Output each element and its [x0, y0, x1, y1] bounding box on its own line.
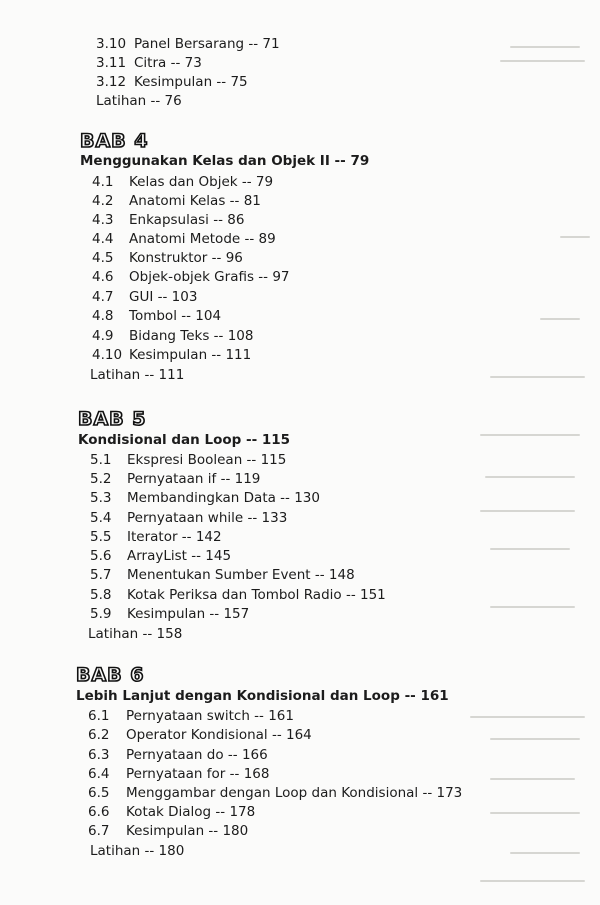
section-title: Pernyataan while [127, 510, 244, 526]
page-number: 142 [195, 529, 222, 545]
section-title: Pernyataan switch [126, 708, 250, 724]
section-title: Kelas dan Objek [129, 174, 238, 190]
bleed-through-texture [450, 0, 600, 905]
page-number: 133 [261, 510, 288, 526]
section-number: 4.7 [92, 289, 114, 305]
section-number: 4.5 [92, 250, 114, 266]
chapter-label: BAB 6 [76, 664, 145, 686]
section-title: Pernyataan do [126, 747, 224, 763]
toc-entry[interactable]: 3.12 Kesimpulan -- 75 [96, 74, 248, 90]
page-number: 75 [230, 74, 248, 90]
page-number: 86 [227, 212, 245, 228]
page-number: 178 [229, 804, 256, 820]
section-number: 5.8 [90, 587, 112, 603]
toc-entry[interactable]: 4.6 Objek-objek Grafis -- 97 [92, 269, 290, 285]
chapter-title[interactable]: Menggunakan Kelas dan Objek II -- 79 [80, 153, 370, 169]
toc-entry[interactable]: 4.2 Anatomi Kelas -- 81 [92, 193, 261, 209]
page-number: 104 [195, 308, 222, 324]
section-title: Iterator [127, 529, 178, 545]
page-number: 71 [262, 36, 280, 52]
toc-entry[interactable]: 3.11 Citra -- 73 [96, 55, 202, 71]
section-title: Citra [134, 55, 167, 71]
section-title: Menggambar dengan Loop dan Kondisional [126, 785, 419, 801]
toc-entry[interactable]: 4.5 Konstruktor -- 96 [92, 250, 243, 266]
page-number: 161 [268, 708, 294, 724]
toc-entry[interactable]: 5.2 Pernyataan if -- 119 [90, 471, 261, 487]
section-number: 5.4 [90, 510, 112, 526]
toc-entry[interactable]: 5.3 Membandingkan Data -- 130 [90, 490, 320, 506]
exercise-entry[interactable]: Latihan -- 158 [88, 626, 183, 642]
toc-entry[interactable]: 5.9 Kesimpulan -- 157 [90, 606, 250, 622]
section-number: 5.5 [90, 529, 112, 545]
section-title: ArrayList [127, 548, 187, 564]
page-number: 151 [359, 587, 386, 603]
page-number: 108 [227, 328, 254, 344]
page-number: 148 [328, 567, 355, 583]
page-number: 157 [223, 606, 250, 622]
section-title: Pernyataan for [126, 766, 226, 782]
toc-entry[interactable]: 4.10 Kesimpulan -- 111 [92, 347, 252, 363]
section-number: 4.6 [92, 269, 114, 285]
section-number: 5.6 [90, 548, 112, 564]
page-number: 103 [171, 289, 198, 305]
chapter-label: BAB 5 [78, 408, 147, 430]
chapter-title[interactable]: Kondisional dan Loop -- 115 [78, 432, 291, 448]
section-number: 4.3 [92, 212, 114, 228]
section-number: 6.3 [88, 747, 110, 763]
section-title: Objek-objek Grafis [129, 269, 255, 285]
section-number: 3.11 [96, 55, 127, 71]
section-number: 5.7 [90, 567, 112, 583]
page-number: 130 [294, 490, 320, 506]
section-title: Membandingkan Data [127, 490, 276, 506]
chapter-label: BAB 4 [80, 130, 149, 152]
section-number: 6.7 [88, 823, 110, 839]
section-number: 4.10 [92, 347, 123, 363]
section-title: Kesimpulan [134, 74, 213, 90]
section-number: 4.1 [92, 174, 114, 190]
section-number: 6.2 [88, 727, 110, 743]
toc-entry[interactable]: 6.5 Menggambar dengan Loop dan Kondisional -- 173 [88, 785, 463, 801]
section-number: 6.1 [88, 708, 110, 724]
page-number: 180 [222, 823, 249, 839]
section-number: 5.1 [90, 452, 112, 468]
toc-entry[interactable]: 5.6 ArrayList -- 145 [90, 548, 232, 564]
page-number: 96 [225, 250, 243, 266]
toc-entry[interactable]: 4.1 Kelas dan Objek -- 79 [92, 174, 274, 190]
page-number: 173 [436, 785, 463, 801]
section-title: Kotak Dialog [126, 804, 212, 820]
toc-entry[interactable]: 4.9 Bidang Teks -- 108 [92, 328, 254, 344]
page-number: 115 [260, 452, 287, 468]
toc-entry[interactable]: 4.4 Anatomi Metode -- 89 [92, 231, 276, 247]
section-number: 6.6 [88, 804, 110, 820]
page-number: 168 [243, 766, 270, 782]
toc-entry[interactable]: 6.4 Pernyataan for -- 168 [88, 766, 270, 782]
section-title: Menentukan Sumber Event [127, 567, 311, 583]
section-title: Kesimpulan [129, 347, 208, 363]
page-number: 81 [243, 193, 261, 209]
toc-entry[interactable]: 5.1 Ekspresi Boolean -- 115 [90, 452, 287, 468]
section-number: 5.9 [90, 606, 112, 622]
toc-entry[interactable]: 3.10 Panel Bersarang -- 71 [96, 36, 280, 52]
toc-entry[interactable]: 6.1 Pernyataan switch -- 161 [88, 708, 294, 724]
toc-entry[interactable]: 4.3 Enkapsulasi -- 86 [92, 212, 245, 228]
section-title: Pernyataan if [127, 471, 217, 487]
section-number: 4.4 [92, 231, 114, 247]
section-title: Bidang Teks [129, 328, 210, 344]
exercise-entry[interactable]: Latihan -- 76 [96, 93, 182, 109]
section-title: Anatomi Kelas [129, 193, 226, 209]
section-title: Enkapsulasi [129, 212, 209, 228]
section-number: 4.9 [92, 328, 114, 344]
toc-entry[interactable]: 6.6 Kotak Dialog -- 178 [88, 804, 256, 820]
toc-entry[interactable]: 5.5 Iterator -- 142 [90, 529, 222, 545]
section-title: Panel Bersarang [134, 36, 245, 52]
section-number: 5.3 [90, 490, 112, 506]
section-title: Operator Kondisional [126, 727, 268, 743]
toc-entry[interactable]: 6.2 Operator Kondisional -- 164 [88, 727, 312, 743]
section-title: Konstruktor [129, 250, 208, 266]
exercise-entry[interactable]: Latihan -- 180 [90, 843, 185, 859]
toc-entry[interactable]: 6.7 Kesimpulan -- 180 [88, 823, 249, 839]
toc-entry[interactable]: 5.8 Kotak Periksa dan Tombol Radio -- 151 [90, 587, 386, 603]
page-number: 164 [286, 727, 312, 743]
page-number: 111 [225, 347, 252, 363]
page-number: 166 [241, 747, 268, 763]
page-number: 119 [234, 471, 261, 487]
section-title: Kesimpulan [126, 823, 205, 839]
chapter-title[interactable]: Lebih Lanjut dengan Kondisional dan Loop -- 161 [76, 688, 449, 704]
section-number: 6.5 [88, 785, 110, 801]
section-number: 5.2 [90, 471, 112, 487]
section-title: GUI [129, 289, 154, 305]
section-title: Anatomi Metode [129, 231, 241, 247]
page-number: 145 [205, 548, 232, 564]
section-title: Kesimpulan [127, 606, 206, 622]
section-number: 3.10 [96, 36, 127, 52]
exercise-entry[interactable]: Latihan -- 111 [90, 367, 185, 383]
section-number: 4.2 [92, 193, 114, 209]
toc-entry[interactable]: 5.7 Menentukan Sumber Event -- 148 [90, 567, 355, 583]
section-number: 6.4 [88, 766, 110, 782]
toc-entry[interactable]: 4.8 Tombol -- 104 [92, 308, 222, 324]
section-number: 4.8 [92, 308, 114, 324]
page-number: 97 [272, 269, 290, 285]
section-title: Tombol [129, 308, 177, 324]
page-number: 89 [258, 231, 276, 247]
section-number: 3.12 [96, 74, 127, 90]
toc-entry[interactable]: 6.3 Pernyataan do -- 166 [88, 747, 268, 763]
section-title: Ekspresi Boolean [127, 452, 243, 468]
toc-entry[interactable]: 5.4 Pernyataan while -- 133 [90, 510, 288, 526]
page-number: 79 [255, 174, 274, 190]
toc-entry[interactable]: 4.7 GUI -- 103 [92, 289, 198, 305]
section-title: Kotak Periksa dan Tombol Radio [127, 587, 342, 603]
page-number: 73 [184, 55, 202, 71]
